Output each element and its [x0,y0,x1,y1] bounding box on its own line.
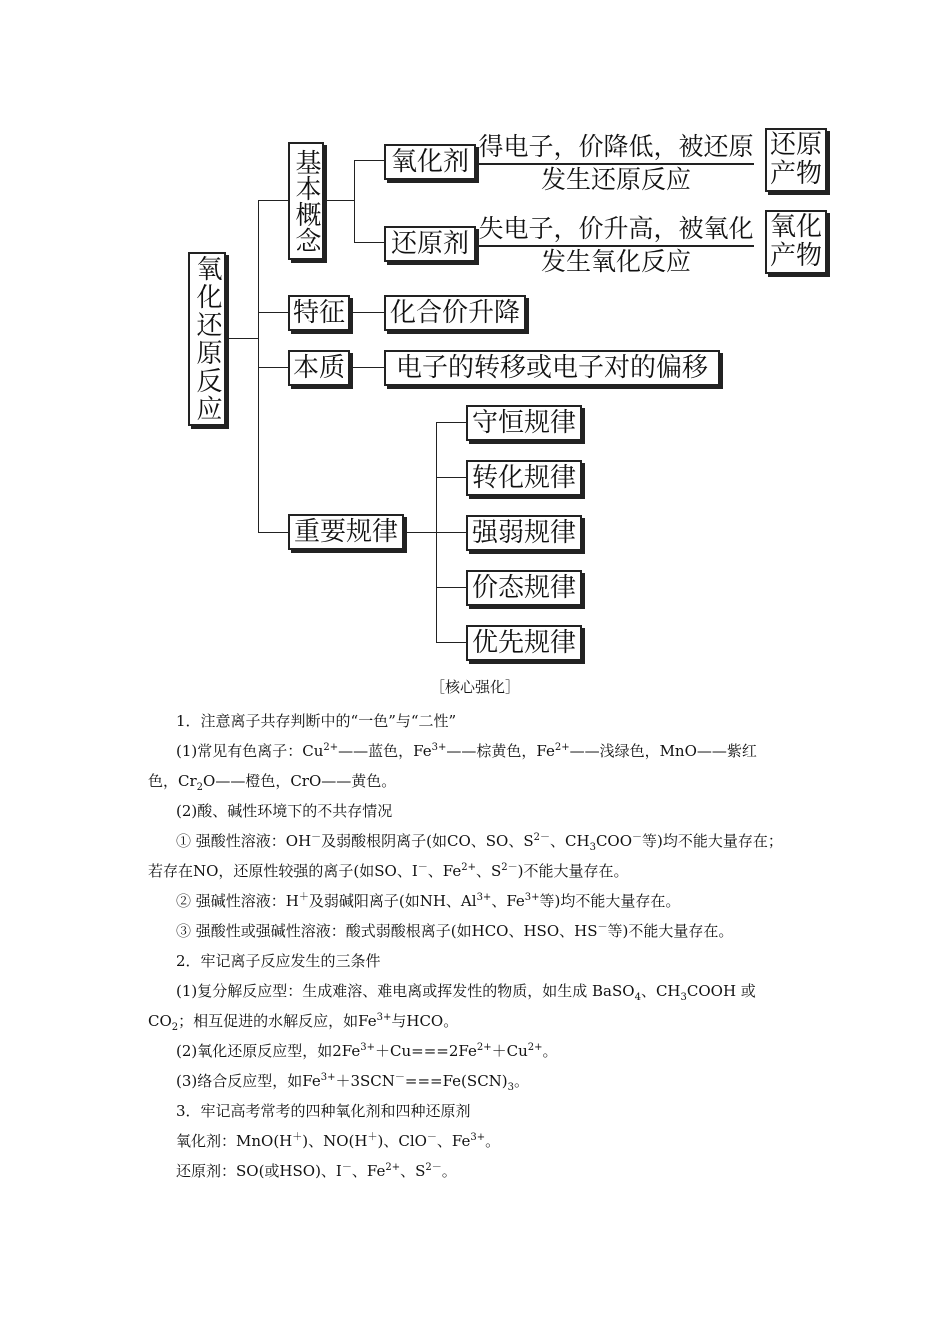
paragraph-strong-acid-cont [148,856,818,886]
paragraph-reductants [148,1156,818,1186]
reductant-box [384,226,476,262]
essence-value: 电子的转移或电子对的偏移 [395,353,708,383]
feature-value: 化合价升降 [389,298,520,328]
superscript: 2+ [527,1042,543,1053]
feature-label: 特征 [292,298,345,328]
rules-box [288,514,404,550]
superscript: 3+ [524,892,540,903]
paragraph-acid-base: (2)酸、碱性环境下的不共存情况 [176,802,393,820]
text-run: COO [595,832,633,850]
heading-3: 3．牢记高考常考的四种氧化剂和四种还原剂 [176,1102,471,1120]
text-run: )不能大量存在。 [517,862,629,880]
superscript: 2+ [385,1162,401,1173]
text-run: 、S [400,1162,426,1180]
essence-value-box [384,350,720,386]
text-run: 、Fe [436,1132,471,1150]
text-run: ——浅绿色，MnO——紫红 [569,742,757,760]
oxidant-description [478,132,754,195]
reductant-desc-top: 失电子，价升高，被氧化 [478,214,754,247]
text-run: ——棕黄色，Fe [446,742,555,760]
rule-connector-2 [436,532,466,533]
branch-basic [258,200,288,201]
text-run: ；相互促进的水解反应，如Fe [178,1012,377,1030]
basic-split-line [354,160,355,242]
rule-box-conservation [466,405,582,441]
branch-feature [258,312,288,313]
rule-label: 转化规律 [471,463,576,493]
essence-connector [352,367,384,368]
rule-box-priority [466,625,582,661]
text-run: 若存在NO，还原性较强的离子(如SO、I [148,862,418,880]
rule-label: 价态规律 [471,573,576,603]
superscript: 2+ [323,742,339,753]
superscript: ＋ [292,1132,303,1143]
oxidant-box [384,144,476,180]
text-run: 。 [485,1132,501,1150]
text-run: COOH 或 [686,982,756,1000]
branch-rules [258,532,288,533]
text-run: ＋Cu===2Fe [375,1042,477,1060]
basic-concept-label: 基本概念 [291,149,321,253]
paragraph-redox-type [148,1036,818,1066]
superscript: 2－ [533,832,551,843]
text-run: ＋3SCN [335,1072,395,1090]
basic-connector [326,200,354,201]
text-run: 。 [441,1162,457,1180]
text-run: 及弱碱阳离子(如NH、Al [308,892,477,910]
superscript: － [394,1072,405,1083]
branch-oxidant [354,160,384,161]
rule-label: 强弱规律 [471,518,576,548]
rule-label: 守恒规律 [471,408,576,438]
text-run: 、Fe [351,1162,386,1180]
superscript: ＋ [298,892,309,903]
paragraph-complex-type [148,1066,818,1096]
text-run: 氧化剂：MnO(H [176,1132,293,1150]
oxidant-label: 氧化剂 [390,147,469,177]
subscript: 4 [634,992,641,1003]
superscript: 2+ [554,742,570,753]
text-run: (1)常见有色离子：Cu [176,742,324,760]
text-run: 、CH [550,832,590,850]
superscript: 2+ [461,862,476,873]
reduction-product-label: 还原产物 [769,130,822,189]
branch-essence [258,367,288,368]
superscript: － [311,832,322,843]
oxidant-desc-bottom: 发生还原反应 [540,165,691,194]
rule-connector-1 [436,477,466,478]
text-run: 、S [476,862,502,880]
text-run: ③ 强酸性或强碱性溶液：酸式弱酸根离子(如HCO、HSO、HS [176,922,598,940]
superscript: 2+ [476,1042,492,1053]
text-run: 、CH [640,982,681,1000]
paragraph-strong-acid [148,826,818,856]
paragraph-double-decomposition-cont [148,1006,818,1036]
text-run: 等)均不能大量存在； [642,832,783,850]
text-run: ===Fe(SCN) [404,1072,508,1090]
text-run: O——橙色，CrO——黄色。 [203,772,397,790]
superscript: 3+ [320,1072,336,1083]
rule-box-strength [466,515,582,551]
superscript: － [632,832,643,843]
text-run: 等)均不能大量存在。 [539,892,681,910]
feature-box [288,295,350,331]
subscript: 3 [680,992,687,1003]
trunk-line [258,200,259,532]
subscript: 3 [589,842,596,853]
text-run: ① 强酸性溶液：OH [176,832,312,850]
essence-label: 本质 [292,353,345,383]
oxidant-desc-top: 得电子，价降低，被还原 [478,132,754,165]
reductant-description [478,214,754,277]
oxidation-product-box [765,210,827,274]
text-run: 、Fe [491,892,525,910]
subscript: 2 [171,1022,179,1033]
superscript: － [426,1132,437,1143]
essence-box [288,350,350,386]
text-run: (3)络合反应型，如Fe [176,1072,321,1090]
text-run: )、ClO [377,1132,427,1150]
text-run: 与HCO。 [391,1012,459,1030]
root-box [188,252,226,426]
text-run: CO [148,1012,172,1030]
paragraph-strong-base [148,886,818,916]
reductant-desc-bottom: 发生氧化反应 [540,247,691,276]
superscript: 3+ [431,742,447,753]
text-run: 色，Cr [148,772,197,790]
branch-reductant [354,242,384,243]
feature-connector [352,312,384,313]
superscript: － [597,922,608,933]
superscript: ＋ [367,1132,378,1143]
text-run: 、Fe [427,862,462,880]
text-run: 。 [514,1072,530,1090]
text-run: 。 [542,1042,558,1060]
superscript: 2－ [425,1162,442,1173]
paragraph-colored-ions-cont [148,766,818,796]
oxidation-product-label: 氧化产物 [769,212,822,271]
root-connector [228,338,258,339]
rule-box-conversion [466,460,582,496]
paragraph-acid-or-base [148,916,818,946]
reduction-product-box [765,128,827,192]
superscript: 3+ [476,892,492,903]
superscript: － [341,1162,352,1173]
text-run: ＋Cu [491,1042,528,1060]
subscript: 2 [196,782,204,793]
rule-connector-4 [436,642,466,643]
rule-label: 优先规律 [471,628,576,658]
reductant-label: 还原剂 [390,229,469,259]
text-run: (2)氧化还原反应型，如2Fe [176,1042,361,1060]
feature-value-box [384,295,526,331]
rules-label: 重要规律 [293,517,398,547]
body-text [148,706,818,1186]
rule-connector-3 [436,587,466,588]
text-run: 及弱酸根阴离子(如CO、SO、S [321,832,534,850]
text-run: ——蓝色，Fe [338,742,432,760]
heading-1: 1．注意离子共存判断中的“一色”与“二性” [176,712,457,730]
basic-concept-box [288,142,324,260]
text-run: 还原剂：SO(或HSO)、I [176,1162,342,1180]
superscript: － [417,862,428,873]
subscript: 3 [507,1082,515,1093]
text-run: (1)复分解反应型：生成难溶、难电离或挥发性的物质，如生成 BaSO [176,982,635,1000]
paragraph-colored-ions [148,736,818,766]
paragraph-oxidants [148,1126,818,1156]
text-run: )、NO(H [302,1132,368,1150]
root-label: 氧化还原反应 [192,255,222,423]
rules-connector [406,532,436,533]
paragraph-double-decomposition [148,976,818,1006]
heading-2: 2．牢记离子反应发生的三条件 [176,952,381,970]
text-run: 等)不能大量存在。 [607,922,734,940]
section-title: ［核心强化］ [429,678,520,696]
superscript: 3+ [360,1042,376,1053]
rule-connector-0 [436,422,466,423]
text-run: ② 强碱性溶液：H [176,892,299,910]
superscript: 3+ [470,1132,486,1143]
superscript: 2－ [501,862,518,873]
rule-box-valence [466,570,582,606]
superscript: 3+ [376,1012,392,1023]
